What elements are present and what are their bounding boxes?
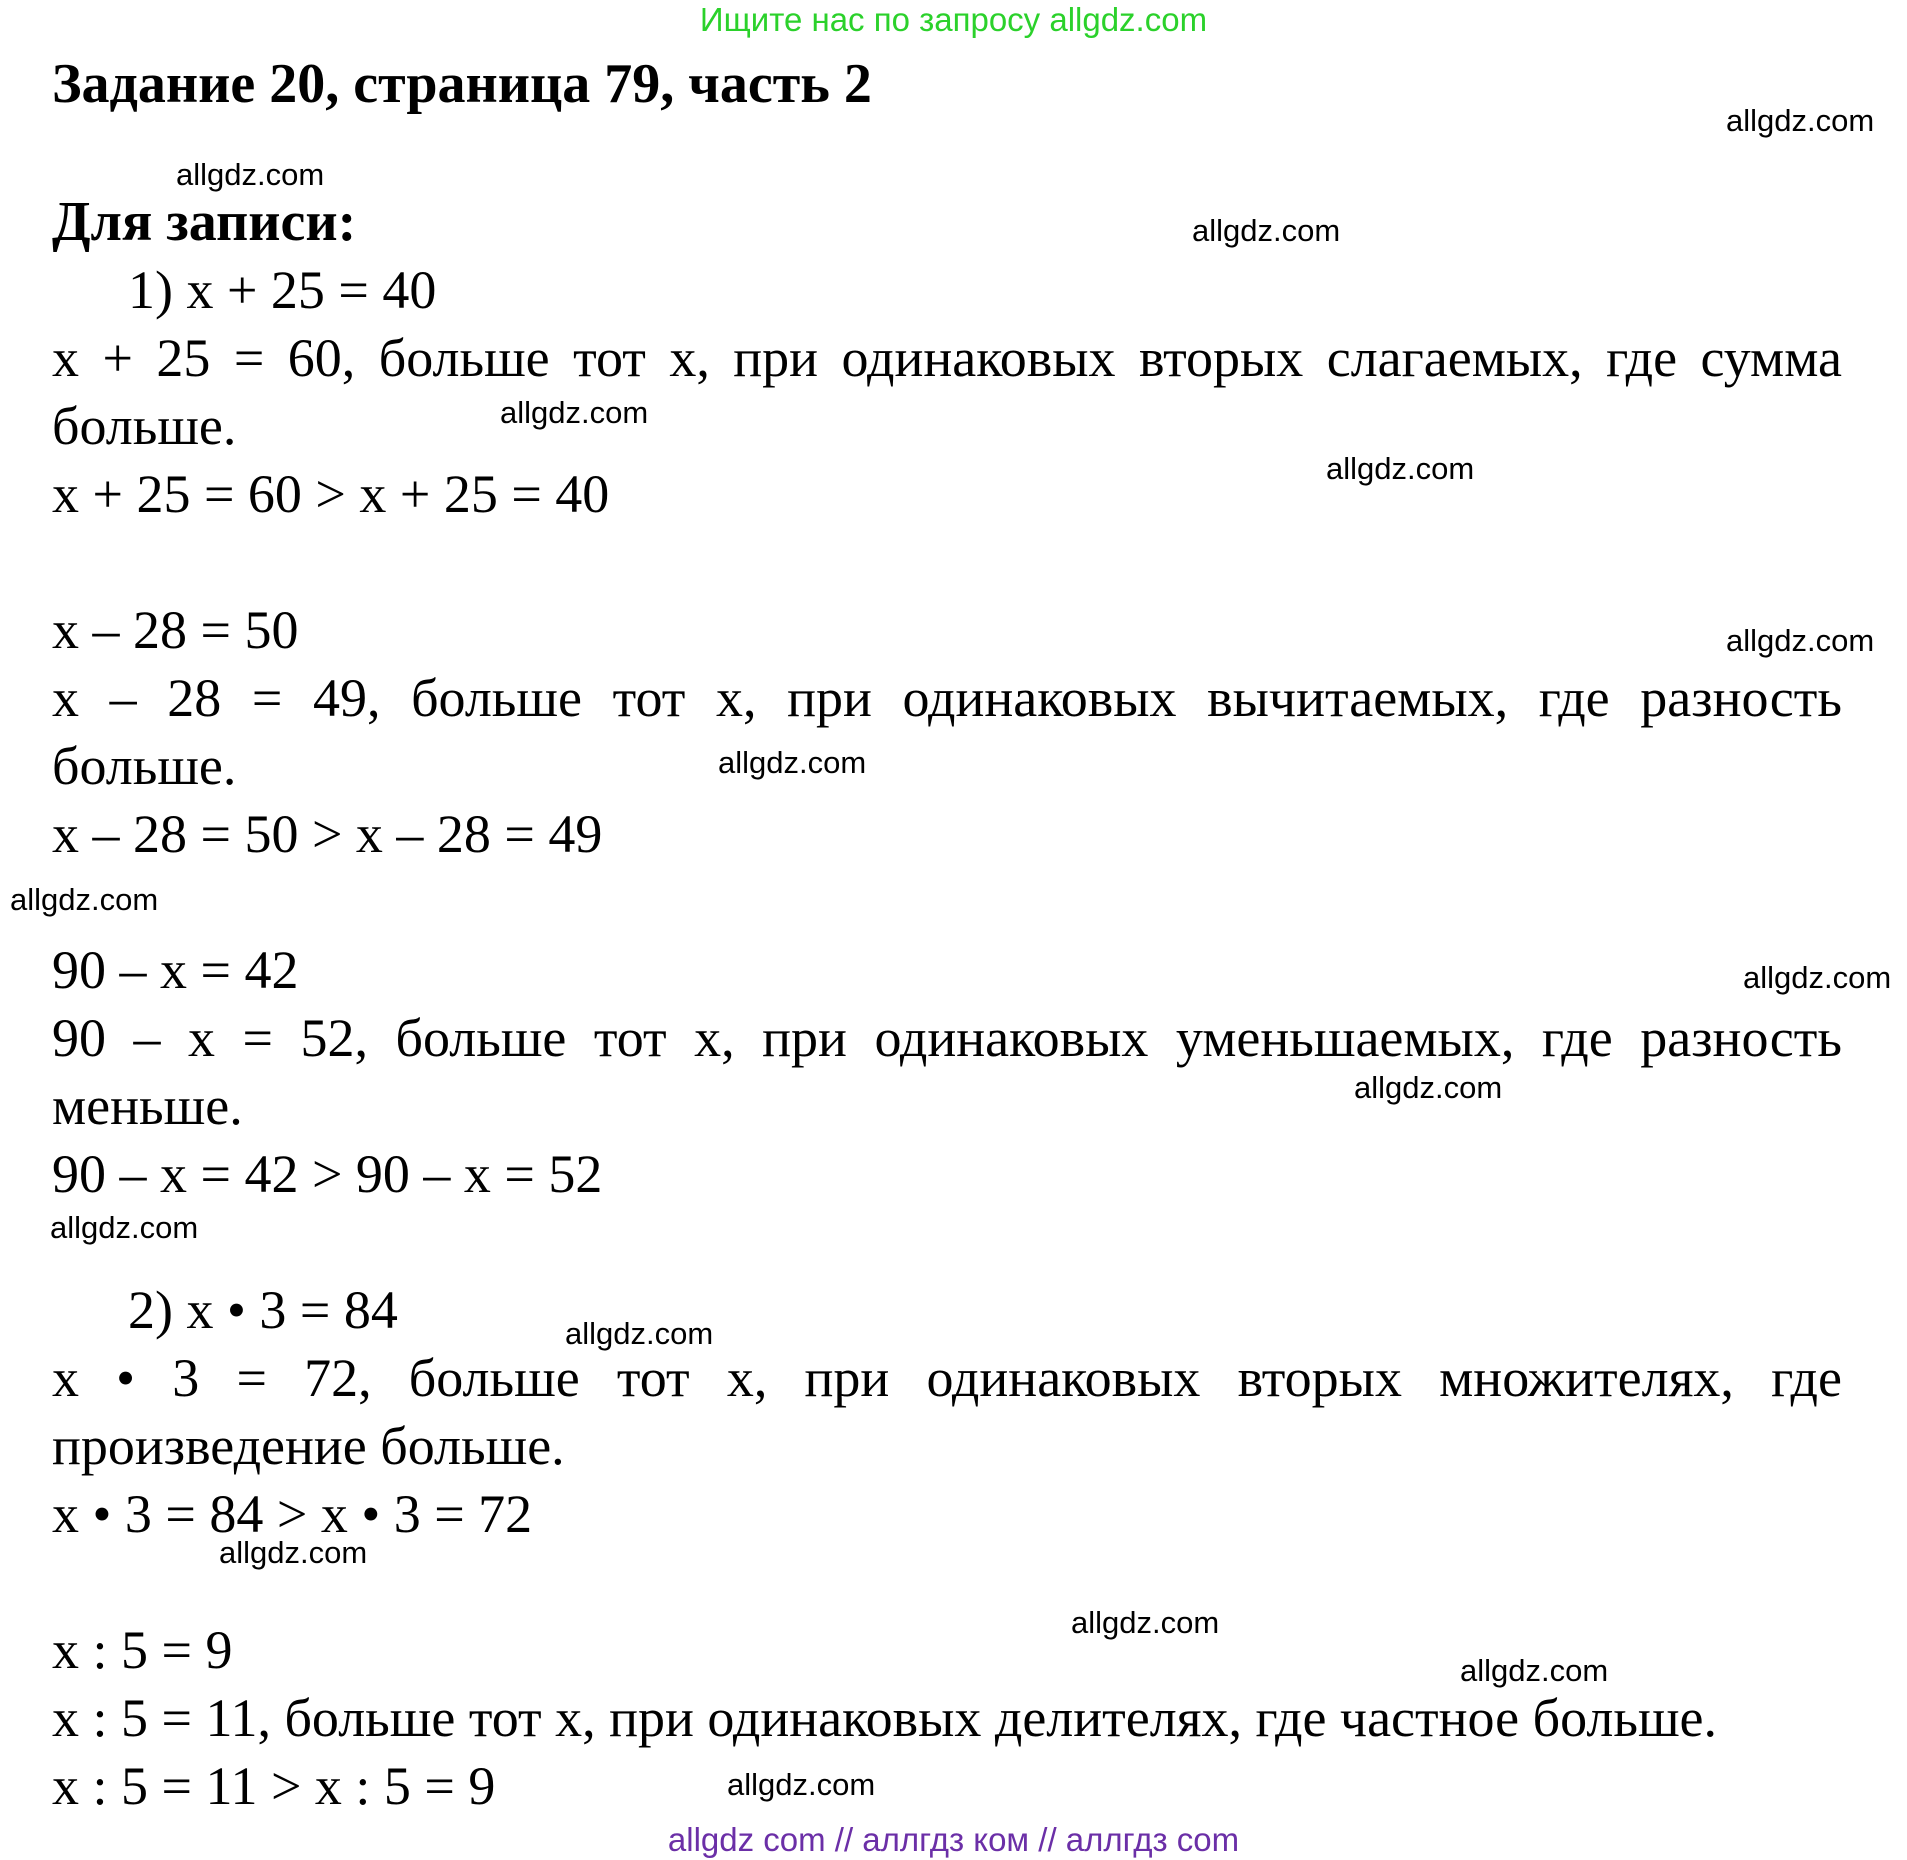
answer-line: меньше. bbox=[52, 1076, 243, 1136]
watermark: allgdz.com bbox=[1726, 103, 1875, 138]
comparison-line: x : 5 = 11 > x : 5 = 9 bbox=[52, 1756, 496, 1816]
answer-line: x – 28 = 49, больше тот x, при одинаковых вычитаемых, где разность bbox=[52, 668, 1842, 728]
comparison-line: 90 – x = 42 > 90 – x = 52 bbox=[52, 1144, 603, 1204]
watermark: allgdz.com bbox=[176, 157, 325, 192]
section-heading: Для записи: bbox=[52, 191, 357, 253]
equation-line: x : 5 = 9 bbox=[52, 1620, 233, 1680]
watermark: allgdz.com bbox=[727, 1767, 876, 1802]
item-1-equation: 1) x + 25 = 40 bbox=[128, 260, 437, 320]
watermark: allgdz.com bbox=[718, 745, 867, 780]
watermark: allgdz.com bbox=[500, 395, 649, 430]
watermark: allgdz.com bbox=[10, 882, 159, 917]
watermark: allgdz.com bbox=[50, 1210, 199, 1245]
item-2-equation: 2) x • 3 = 84 bbox=[128, 1280, 398, 1340]
watermark: allgdz.com bbox=[1743, 960, 1892, 995]
footer-links: allgdz com // аллгдз ком // аллгдз com bbox=[667, 1821, 1240, 1858]
watermark: allgdz.com bbox=[1071, 1605, 1220, 1640]
watermark: allgdz.com bbox=[1354, 1070, 1503, 1105]
watermark: allgdz.com bbox=[1726, 623, 1875, 658]
page-title: Задание 20, страница 79, часть 2 bbox=[52, 53, 872, 115]
answer-line: больше. bbox=[52, 396, 237, 456]
watermark: allgdz.com bbox=[1326, 451, 1475, 486]
comparison-line: x + 25 = 60 > x + 25 = 40 bbox=[52, 464, 610, 524]
answer-line: x : 5 = 11, больше тот x, при одинаковых делителях, где частное больше. bbox=[52, 1688, 1718, 1748]
watermark: allgdz.com bbox=[219, 1535, 368, 1570]
equation-line: x – 28 = 50 bbox=[52, 600, 299, 660]
answer-line: 90 – x = 52, больше тот x, при одинаковых уменьшаемых, где разность bbox=[52, 1008, 1842, 1068]
answer-line: больше. bbox=[52, 736, 237, 796]
watermark: allgdz.com bbox=[1192, 213, 1341, 248]
comparison-line: x – 28 = 50 > x – 28 = 49 bbox=[52, 804, 603, 864]
watermark: allgdz.com bbox=[1460, 1653, 1609, 1688]
answer-line: x + 25 = 60, больше тот x, при одинаковых вторых слагаемых, где сумма bbox=[52, 328, 1842, 388]
answer-line: x • 3 = 72, больше тот x, при одинаковых вторых множителях, где bbox=[52, 1348, 1842, 1408]
search-banner: Ищите нас по запросу allgdz.com bbox=[699, 1, 1208, 38]
comparison-line: x • 3 = 84 > x • 3 = 72 bbox=[52, 1484, 533, 1544]
equation-line: 90 – x = 42 bbox=[52, 940, 299, 1000]
watermark: allgdz.com bbox=[565, 1316, 714, 1351]
answer-line: произведение больше. bbox=[52, 1416, 565, 1476]
